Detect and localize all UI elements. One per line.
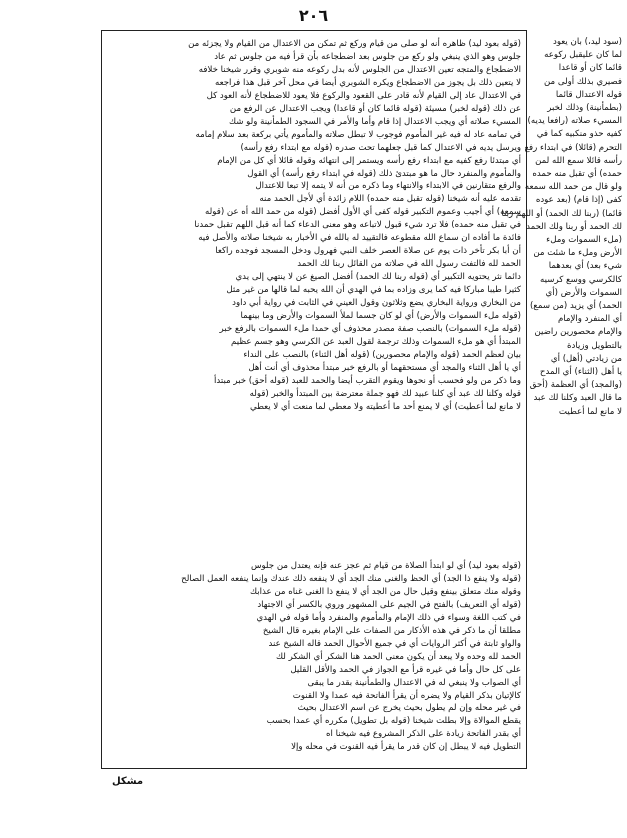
bottom-text-line: وقوله منك متعلق بينفع وقيل حال من الجد أي لا ينفع ذا الغنى غناه من عذابك [250, 586, 521, 597]
commentary-line: الاضطجاع والمتجه تعين الاعتدال من الجلوس لأنه بدل ركوعه منه شوبري وقرر شيخنا خلافه [198, 64, 521, 75]
commentary-line: المبتدأ أي هو ملء السموات وذلك ترجمة لقول العبد عن الكرسي وهو جسم عظيم [231, 336, 521, 347]
commentary-line: في تقبل منه حمده) فلا ترد شيء قبول لاتباعه وهو معنى الدعاء كما أنه قبل اللهم تقبل حمدنا [194, 220, 521, 231]
commentary-line: أي مبتدئا رفع كفيه مع ابتداء رفع رأسه ويستمر إلى انتهائه وقوله قائلا أي كل من الإمام [217, 155, 521, 166]
side-column-line: (ملء السموات وملء [546, 235, 622, 246]
side-column-line: السموات والأرض (أي [545, 287, 622, 298]
commentary-line: بيان لعظم الحمد (قوله والإمام محصورين) (قوله أهل الثناء) بالنصب على النداء [243, 349, 521, 360]
commentary-line: والمأموم والمنفرد حال ما هو مبتدئ ذلك (قوله في ابتداء رفع رأسه) أي القول [247, 168, 521, 179]
bottom-text-line: أي الصواب ولا ينبغي له في الاعتدال والطمأنينة بقدر ما يبقى [307, 677, 521, 688]
commentary-line: (قوله ملء السموات والأرض) أي لو كان جسما لملأ السموات والأرض وما بينهما [240, 311, 521, 322]
side-column-line: يا أهل (الثناء) أي المدح [539, 367, 622, 378]
side-column-line: كفى (إذا قام) (بعد عوده [535, 195, 622, 206]
bottom-text-line: (قوله أي التعريف) بالفتح في الجيم على المشهور وروي بالكسر أي الاجتهاد [257, 599, 521, 610]
side-column [501, 36, 622, 456]
catchword: مشكل [112, 776, 144, 787]
commentary-line: وما ذكر من ولو فحسب أو نحوها ويقوم التقرب أيضا والحمد للعبد (قوله أحق) خبر مبتدأ [213, 375, 521, 386]
commentary-line: جلوس وهو الذي ينبغي ولو ركع من جلوس بعد اضطجاعه بأن قرأ فيه من جلوس ثم عاد [214, 51, 521, 62]
side-column-line: التحرم (قائلا) في ابتداء رفع [524, 142, 622, 153]
commentary-line: أن أبا بكر تأخر ذات يوم عن صلاة العصر خلف النبي فهرول ودخل المسجد فوجده راكعا [215, 246, 521, 257]
commentary-line: في تمامه عاد له فيه غير المأموم فوجوب لا تبطل صلاته والمأموم يأتي بركعة بعد سلام إمامه [195, 129, 521, 140]
commentary-line: عن ذلك (قوله لخبر) مسيئة (قوله قائما كان أو قاعدا) ويجب الاعتدال عن الرفع من [229, 103, 521, 114]
commentary-line: ويرسل يديه في الاعتدال كما قبل جعلهما تحت صدره (قوله مع ابتداء رفع رأسه) [240, 142, 521, 153]
bottom-text-block [105, 560, 521, 756]
side-column-line: شيء بعد) أي بعدهما [548, 261, 622, 272]
side-column-line: لما كان عليقبل ركوعه [544, 50, 622, 61]
side-column-line: (والمجد) أي العظمة (أحق [529, 380, 622, 391]
bottom-text-line: (قوله بعود ليد) أي لو ابتدأ الصلاة من قيام ثم عجز عنه فإنه يعتدل من جلوس [251, 561, 521, 571]
side-column-line: ما قال العبد وكلنا لك عبد [533, 393, 622, 404]
side-column-line: الأرض وملء ما شئت من [533, 248, 622, 259]
commentary-line: الحمد لله فالتفت رسول الله في صلاته من القائل ربنا لك الحمد [297, 259, 521, 270]
side-column-line: فصيري بذلك أولى من [543, 76, 622, 87]
page-number: ٢٠٦ [298, 6, 329, 25]
commentary-line: دائما نثر يحتويه التكبير أي (قوله ربنا لك الحمد) أفضل الصيغ عن لا ينتهي إلى يدي [235, 272, 521, 283]
side-column-line: الحمد) أي يزيد (من سمع) [529, 301, 622, 312]
side-column-line: كفيه حذو منكبيه كما في [536, 129, 622, 140]
side-column-line: (سود ليد،) بان يعود [553, 37, 622, 47]
side-column-line: (بطمأنينة) وذلك لخبر [547, 103, 622, 114]
commentary-block [105, 38, 521, 558]
side-column-line: قائما كان أو قاعدا [558, 63, 622, 74]
bottom-text-line: (قوله ولا ينفع ذا الجد) أي الحظ والغنى منك الجد أي لا ينفعه ذلك عندك وإنما ينفعه العمل الصالح [181, 573, 521, 584]
side-column-line: لك الحمد أو ربنا ولك الحمد [526, 221, 622, 232]
side-column-line: قوله الاعتدال قائما [555, 89, 622, 100]
side-column-line: لا مانع لما أعطيت [558, 406, 622, 417]
commentary-line: أي يا أهل الثناء والمجد أي مستحقهما أو بالرفع خبر مبتدأ محذوف أي أنت أهل [248, 362, 521, 373]
bottom-text-line: كالإتيان بذكر القيام ولا يضره أن يقرأ الفاتحة فيه عمدا ولا القنوت [292, 690, 521, 701]
commentary-line: تقدمه عليه أنه شيخنا (قوله تقبل منه حمده) اللام زائدة أي لأجل الحمد منه [259, 194, 521, 205]
commentary-line: (قوله بعود ليد) ظاهره أنه لو صلى من قيام وركع ثم تمكن من الاعتدال من القيام ولا يجزئه من [188, 39, 521, 49]
bottom-text-line: في غير محله وإن لم يطول بحيث يخرج عن اسم الاعتدال بحيث [297, 703, 521, 714]
commentary-line: لا مانع لما أعطيت) أي لا يمنع أحد ما أعطيته ولا معطي لما منعت أي لا يعطي [249, 401, 521, 412]
bottom-text-line: مطلقا أن ما ذكر في هذه الأذكار من الصفات على الإمام بغيره قال الشيخ [262, 625, 521, 636]
bottom-text-line: والواو ثابتة في أكثر الروايات أي في جميع الأحوال الحمد قاله الشيخ عند [268, 638, 521, 649]
side-column-line: رأسه قائلا سمع الله لمن [535, 155, 622, 166]
commentary-line: كثيرا طيبا مباركا فيه كما يرى وزاده بما في الهدي أن الله يحبه لما قالها من غير مثل [226, 285, 521, 296]
commentary-line: قوله وكلنا لك عبد أي كلنا عبيد لك فهو جملة معترضة بين المبتدأ والخبر (قوله [249, 388, 521, 399]
side-column-line: المسيء صلاته (رافعا يديه) [527, 116, 622, 127]
side-column-line: بالتطويل وزيادة [567, 340, 622, 351]
commentary-line: (قوله ملء السموات) بالنصب صفة مصدر محذوف أي حمدا ملء السموات بالرفع خبر [219, 323, 521, 334]
side-column-line: من زيادتي (أهل) أي [550, 353, 622, 364]
commentary-line: في الاعتدال عاد إلى القيام لأنه قادر على القعود والركوع فلا يعود للاضطجاع لأنه العود كل [206, 90, 521, 101]
side-column-line: والإمام محصورين راضين [534, 327, 622, 338]
bottom-text-line: التطويل فيه لا يبطل إن كان قدر ما يقرأ فيه القنوت في محله وإلا [291, 742, 521, 753]
side-column-line: ولو قال من حمد الله سمعه [524, 182, 622, 193]
commentary-line: المسيء صلاته أي ويجب الاعتدال إذا قام وأما والأمر في السجود الطمأنينة ولو شك [228, 116, 521, 127]
bottom-text-line: يقطع الموالاة وإلا بطلت شيخنا (قوله بل تطويل) مكرره أي عمدا بحسب [266, 716, 521, 727]
bottom-text-line: في كتب اللغة وسواء في ذلك الإمام والمأموم والمنفرد وأما قوله في الهدي [256, 612, 521, 623]
commentary-line: من البخاري ورواية البخاري يضع وثلاثون وقول العيني في الثابت في رواية أبي داود [232, 298, 521, 309]
commentary-line: والرفع متقارنين في الابتداء والانتهاء وما ذكره من أنه لا يتمه إلا تبعا للاعتدال [255, 181, 521, 192]
side-column-line: قائما) (ربنا لك الحمد) أو اللهم ربنا [501, 208, 622, 219]
side-column-line: حمده) أي تقبل منه حمده [532, 169, 622, 180]
commentary-line: لا يتعين ذلك بل يجوز من الاضطجاع ويكره الشوبري أيضا في محل آخر قبل هذا فراجعه [214, 77, 521, 88]
bottom-text-line: على كل حال وأما في غيره قرأ مع الجواز في الحمد والأقل القليل [290, 664, 521, 675]
bottom-text-line: أي بقدر الفاتحة زيادة على الذكر المشروع فيه شيخنا اه [325, 729, 521, 740]
commentary-line: سمعه) أي أجيب وعموم التكبير قوله كفى أي الأول أفضل (قوله من حمد الله أه عن (قوله [205, 207, 521, 218]
side-column-line: أي المنفرد والإمام [557, 314, 622, 325]
commentary-line: فائدة ما أفاده ان سماع الله مقطوعه فالتقييد له بالله في الأخبار به شيخنا صلاته والأصل فيه [198, 233, 521, 244]
side-column-line: كالكرسي ووسع كرسيه [540, 274, 622, 285]
bottom-text-line: الحمد لله وحده ولا يبعد أن يكون معنى الحمد هنا الشكر أي الشكر لك [276, 651, 521, 662]
